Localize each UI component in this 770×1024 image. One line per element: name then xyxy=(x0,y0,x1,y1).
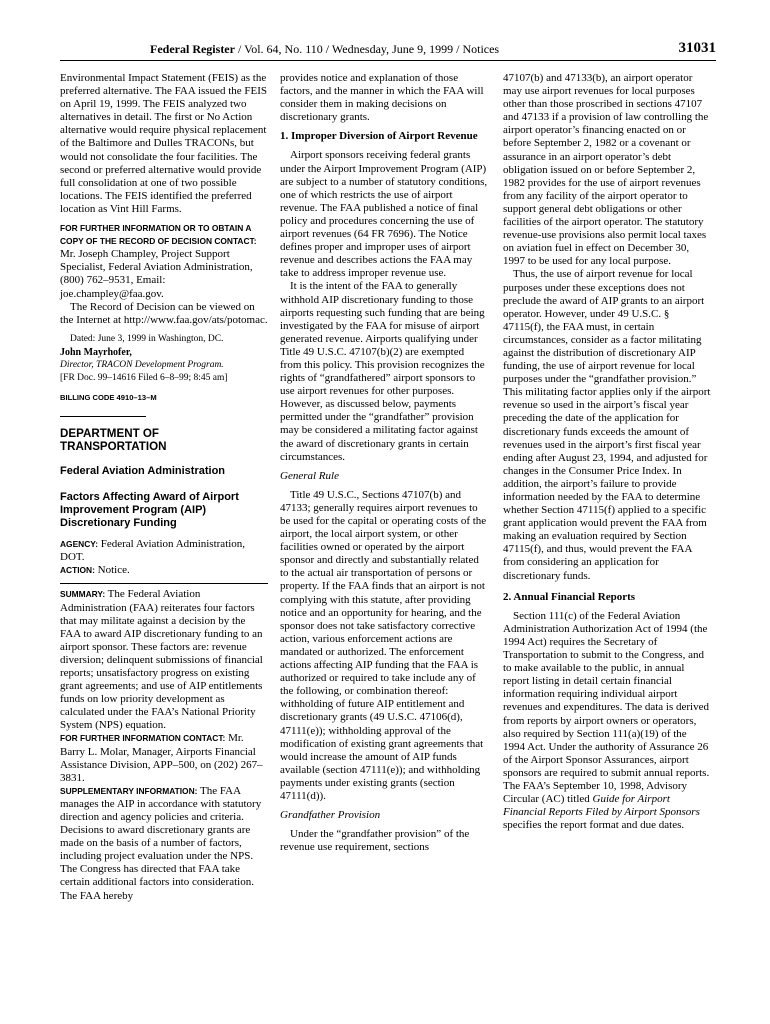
summary-label: SUMMARY: xyxy=(60,589,106,600)
subheading-grandfather: Grandfather Provision xyxy=(280,809,381,822)
issue-info: / Vol. 64, No. 110 / Wednesday, June 9, 1999 / Notices xyxy=(234,42,500,56)
section-heading-financial-reports: 2. Annual Financial Reports xyxy=(503,590,636,603)
agency-heading: Federal Aviation Administration xyxy=(60,465,226,478)
document-title: Factors Affecting Award of Airport Improvement Program (AIP) Discretionary Funding xyxy=(60,490,239,529)
column-2 xyxy=(280,72,488,854)
col1-paragraph-feis: Environmental Impact Statement (FEIS) as the preferred alternative. The FAA issued the FEIS on April 19, 1999. The FEIS analyzed two alternatives in detail. The first or No Action alternative would require physical replacement of the Baltimore and Dulles TRACONs, but would not consolidate the four facilities. The second or preferred alternative would provide full consolidation at one of two possible locations. The FEIS identified the preferred location as Vint Hill Farms. xyxy=(60,72,268,215)
header-rule xyxy=(60,60,716,61)
header-running-title xyxy=(150,42,499,57)
journal-name: Federal Register xyxy=(150,42,235,56)
col3-p3-italic: Guide for Airport Financial Reports Filed by Airport Sponsors xyxy=(503,793,700,819)
col2-paragraph-intent: It is the intent of the FAA to generally withhold AIP discretionary funding to those airports requesting such funding that are being investigated by the FAA for misuse of airport generated revenue. Airports qualifying under Title 49 U.S.C. 47107(b)(2) are exempted from this policy. This provision recognizes the rights of “grandfathered” airport sponsors to use airport revenues for other purposes. However, as discussed below, payments permitted under the “grandfather” provision may be considered a militating factor against the award of discretionary grants in certain circumstances. xyxy=(280,280,485,463)
column-3 xyxy=(503,72,711,832)
agency-text: Federal Aviation Administration, DOT. xyxy=(60,538,246,564)
section-separator xyxy=(60,416,146,417)
signer-title: Director, TRACON Development Program. xyxy=(60,359,224,370)
col2-paragraph-title49: Title 49 U.S.C., Sections 47107(b) and 47133; generally requires airport revenues to be used for the capital or operating costs of the airport, the local airport system, or other facilities owned or operated by the airport sponsor and directly and substantially related to the actual air transportation of persons or property. If the FAA finds that an airport is not complying with this statute, after providing notice and an opportunity for hearing, and the sponsor does not take satisfactory corrective action, various enforcement actions are mandated or authorized. The enforcement actions affecting AIP funding that the FAA is authorized or required to take include any of the following, or combination thereof: withholding of future AIP entitlement and discretionary grants (49 U.S.C. 47106(d), 47111(e)); withholding approval of the modification of existing grant agreements that would increase the amount of AIP funds available (section 47111(e)); and withholding payments under existing grants (section 47111(d)). xyxy=(280,488,487,802)
ffi-paragraph xyxy=(60,732,268,784)
action-text: Notice. xyxy=(94,564,130,577)
section-heading-revenue-diversion: 1. Improper Diversion of Airport Revenue xyxy=(280,130,478,143)
action-label: ACTION: xyxy=(60,565,95,576)
col2-intro-paragraph: provides notice and explanation of those factors, and the manner in which the FAA will consider them in making decisions on discretionary grants. xyxy=(280,72,484,124)
col2-paragraph-grandfather: Under the “grandfather provision” of the revenue use requirement, sections xyxy=(280,828,470,854)
col3-p3-text: Section 111(c) of the Federal Aviation Administration Authorization Act of 1994 (the 1994 Act) requires the Secretary of Transportation to submit to the Congress, and to make available to the public, in annual report listing in detail certain financial information requiring individual airport revenues and expenditures. The data is derived from reports by airport owners or operators, also required by Section 111(a)(19) of the 1994 Act. Under the authority of Assurance 26 of the Airport Sponsor Assurances, airport sponsors are required to submit annual reports. The FAA’s September 10, 1998, Advisory Circular (AC) titled xyxy=(503,609,710,806)
col3-paragraph-section111 xyxy=(503,610,711,833)
department-heading: DEPARTMENT OF TRANSPORTATION xyxy=(60,427,167,454)
col2-paragraph-aip: Airport sponsors receiving federal grants under the Airport Improvement Program (AIP) are subject to a number of statutory conditions, one of which restricts the use of airport revenue. The FAA published a notice of final policy and procedures concerning the use of airport revenues (64 FR 7696). The Notice defines proper and improper uses of airport revenue and describes actions the FAA may take to address improper revenue use. xyxy=(280,149,488,280)
dated-line: Dated: June 3, 1999 in Washington, DC. xyxy=(70,333,224,344)
contact-text: Mr. Joseph Champley, Project Support Specialist, Federal Aviation Administration, (800) 762–9531, Email: joe.champley@faa.gov. xyxy=(60,248,253,300)
action-line xyxy=(60,564,268,577)
column-1 xyxy=(60,72,268,903)
summary-text: The Federal Aviation Administration (FAA) reiterates four factors that may militate against a decision by the FAA to award AIP discretionary funding to an airport sponsor. These factors are: revenue diversion; delinquent submissions of financial reports; unsatisfactory progress on existing grant agreements; and use of AIP entitlements funds on low priority development as calculated under the FAA’s National Priority System (NPS) equation. xyxy=(60,588,263,732)
agency-label: AGENCY: xyxy=(60,539,98,550)
supplementary-text: The FAA manages the AIP in accordance with statutory direction and agency policies and criteria. Decisions to award discretionary grants are made on the basis of a number of factors, including project evaluation under the NPS. The Congress has directed that FAA take certain additional factors into consideration. The FAA hereby xyxy=(60,784,262,902)
col1-contact xyxy=(60,222,268,301)
supplementary-label: SUPPLEMENTARY INFORMATION: xyxy=(60,785,198,796)
subheading-general-rule: General Rule xyxy=(280,469,339,482)
page-header xyxy=(60,40,716,58)
contact-label: FOR FURTHER INFORMATION OR TO OBTAIN A COPY OF THE RECORD OF DECISION CONTACT: xyxy=(60,223,257,247)
ffi-text: Mr. Barry L. Molar, Manager, Airports Financial Assistance Division, APP–500, on (202) 267–3831. xyxy=(60,732,263,784)
billing-code: BILLING CODE 4910–13–M xyxy=(60,393,157,403)
col3-paragraph-sections: 47107(b) and 47133(b), an airport operator may use airport revenues for local purposes other than those proscribed in sections 47107 and 47133 if a provision of law controlling the airport operator’s financing enacted on or before September 2, 1982 or a covenant or assurance in an airport operator’s debt obligation issued on or before September 2, 1982 provides for the use of airport revenues from any facility of the airport operator to support general debt obligations or other facilities of the airport operator. The statutory revenue-use provisions also permit local taxes on aviation fuel in effect on December 30, 1997 to be used for any local purpose. xyxy=(503,72,709,268)
signer-name: John Mayrhofer, xyxy=(60,346,132,358)
col3-p3-end: specifies the report format and due dates. xyxy=(503,819,685,832)
col3-paragraph-thus: Thus, the use of airport revenue for local purposes under these exceptions does not preclude the award of AIP grants to an airport operator. However, under 49 U.S.C. § 47115(f), the FAA must, in certain circumstances, consider as a factor militating against the distribution of discretionary AIP funding, the use of airport revenue for local purposes under the “grandfather provision.” This militating factor applies only if the airport revenue so used in the airport’s fiscal year preceding the date of the application for discretionary funds exceeds the amount of revenues used in the airport’s first fiscal year ending after August 23, 1994, and adjusted for changes in the Consumer Price Index. In addition, the airport’s failure to provide information needed by the FAA to determine whether Section 47115(f) applied to a specific grant application would prevent the FAA from making an evaluation required by Section 47115(f), and thus, would prevent the FAA from considering an application for discretionary funds. xyxy=(503,268,711,582)
summary-paragraph xyxy=(60,588,268,732)
col1-record-paragraph: The Record of Decision can be viewed on the Internet at http://www.faa.gov/ats/potomac. xyxy=(60,300,268,326)
page-number: 31031 xyxy=(678,40,716,56)
summary-rule xyxy=(60,583,268,584)
supplementary-paragraph xyxy=(60,785,268,903)
ffi-label: FOR FURTHER INFORMATION CONTACT: xyxy=(60,733,226,744)
agency-line xyxy=(60,538,268,564)
fr-doc-line: [FR Doc. 99–14616 Filed 6–8–99; 8:45 am] xyxy=(60,373,228,384)
